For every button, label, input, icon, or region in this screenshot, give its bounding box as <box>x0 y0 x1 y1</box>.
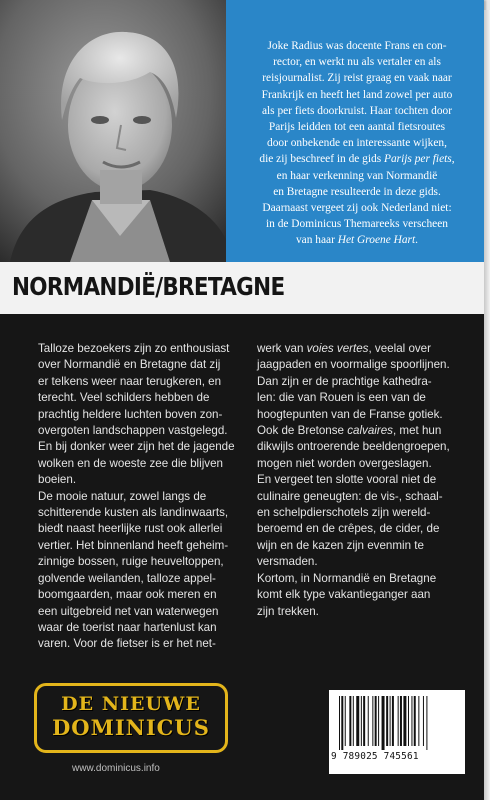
body-line: En vergeet ten slotte vooral niet de <box>257 473 437 487</box>
bio-line: en haar verkenning van Normandië <box>276 169 438 182</box>
barcode-digits: 9 789025 745561 <box>331 751 419 762</box>
author-portrait-image <box>0 0 226 262</box>
bio-line: door onbekende en interessante wijken, <box>267 137 447 150</box>
body-line: vertier. Het binnenland heeft geheim- <box>38 538 229 552</box>
body-line: len: die van Rouen is een van de <box>257 391 426 405</box>
body-text-span: , met hun <box>392 424 442 438</box>
bio-line: Daarnaast vergeet zij ook Nederland niet: <box>262 202 452 215</box>
body-line: varen. Voor de fietser is er het net- <box>38 637 216 651</box>
body-line: wijn en de kazen zijn evenmin te <box>257 538 424 552</box>
bio-line: Joke Radius was docente Frans en con- <box>267 40 447 52</box>
italic-term: voies vertes <box>306 342 369 355</box>
body-line: een uitgebreid net van waterwegen <box>38 604 219 618</box>
body-line: hoogtepunten van de Franse gotiek. <box>257 407 443 421</box>
body-line: en schelpdierschotels zijn wereld- <box>257 506 431 520</box>
body-line: boeien. <box>38 473 77 487</box>
bio-line: rector, en werkt nu als vertaler en als <box>273 56 441 69</box>
body-line: schitterende kusten als landinwaarts, <box>38 506 229 520</box>
body-line: biedt naast heerlijke rust ook allerlei <box>38 522 223 536</box>
publisher-website: www.dominicus.info <box>72 763 160 774</box>
bio-line: van haar <box>295 234 338 247</box>
body-line: jaagpaden en voormalige spoorlijnen. <box>257 358 450 372</box>
barcode-bars-icon <box>339 696 455 750</box>
body-line: over Normandië en Bretagne dat zij <box>38 358 221 372</box>
isbn-barcode <box>329 690 465 774</box>
bio-line: reisjournalist. Zij reist graag en vaak naar <box>262 72 452 85</box>
body-line: overgoten landschappen vastgelegd. <box>38 424 228 438</box>
bio-line: en Bretagne resulteerde in deze gids. <box>273 185 441 198</box>
body-line: prachtig heldere luchten boven zon- <box>38 407 223 421</box>
body-line: Dan zijn er de prachtige kathedra- <box>257 374 432 388</box>
page-edge <box>484 10 490 800</box>
publisher-logo <box>34 683 228 753</box>
logo-text-line2: DOMINICUS <box>52 715 210 740</box>
body-line: zijn trekken. <box>257 604 319 618</box>
body-line: Kortom, in Normandië en Bretagne <box>257 571 437 585</box>
body-line: mogen niet worden overgeslagen. <box>257 456 432 470</box>
book-title-reference: Parijs per fiets <box>384 153 452 166</box>
cover-top-section <box>0 0 484 262</box>
body-text-span: werk van <box>257 342 307 355</box>
author-photo <box>0 0 226 262</box>
body-line: er telkens weer naar terugkeren, en <box>38 374 222 388</box>
title-band <box>0 262 484 314</box>
body-text-right-column <box>257 341 453 620</box>
body-text-left-column <box>38 341 242 653</box>
body-line: Talloze bezoekers zijn zo enthousiast <box>38 342 230 355</box>
bio-line: als per fiets doorkruist. Haar tochten door <box>261 104 453 117</box>
book-title-reference: Het Groene Hart <box>337 234 416 247</box>
body-line: De mooie natuur, zowel langs de <box>38 489 207 503</box>
body-line: culinaire geneugten: de vis-, schaal- <box>257 489 443 503</box>
author-bio-panel <box>226 0 484 262</box>
bio-line: Parijs leidden tot een aantal fietsroutes <box>268 121 446 134</box>
author-bio-text <box>240 38 474 249</box>
body-line: komt elk type vakantieganger aan <box>257 588 431 602</box>
bio-punctuation: , <box>451 153 455 166</box>
body-line: zinnige bossen, ruige heuveltoppen, <box>38 555 224 569</box>
body-text-span: , veelal over <box>368 342 431 355</box>
bio-line: in de Dominicus Themareeks verscheen <box>266 218 448 231</box>
bio-line: Frankrijk en heeft het land zowel per auto <box>261 88 453 101</box>
body-line: terecht. Veel schilders hebben de <box>38 391 210 405</box>
body-line: En bij donker weer zijn het de jagende <box>38 440 235 454</box>
body-line: golvende weilanden, talloze appel- <box>38 571 216 585</box>
italic-term: calvaires <box>347 424 393 438</box>
body-line <box>257 341 453 357</box>
body-line: dikwijls ontroerende beeldengroepen, <box>257 440 450 454</box>
body-line: versmaden. <box>257 555 318 569</box>
book-title: NORMANDIË/BRETAGNE <box>12 272 285 301</box>
logo-text-line1: DE NIEUWE <box>61 693 201 715</box>
bio-punctuation: . <box>415 234 418 247</box>
bio-line: die zij beschreef in de gids <box>259 153 385 166</box>
body-line: wolken en de woeste zee die blijven <box>38 456 223 470</box>
body-line: boomgaarden, maar ook meren en <box>38 588 217 602</box>
body-text-span: Ook de Bretonse <box>257 424 348 438</box>
body-line <box>257 423 453 439</box>
body-line: beroemd en de crêpes, de cider, de <box>257 522 440 536</box>
body-line: waar de toerist naar hartenlust kan <box>38 620 217 634</box>
